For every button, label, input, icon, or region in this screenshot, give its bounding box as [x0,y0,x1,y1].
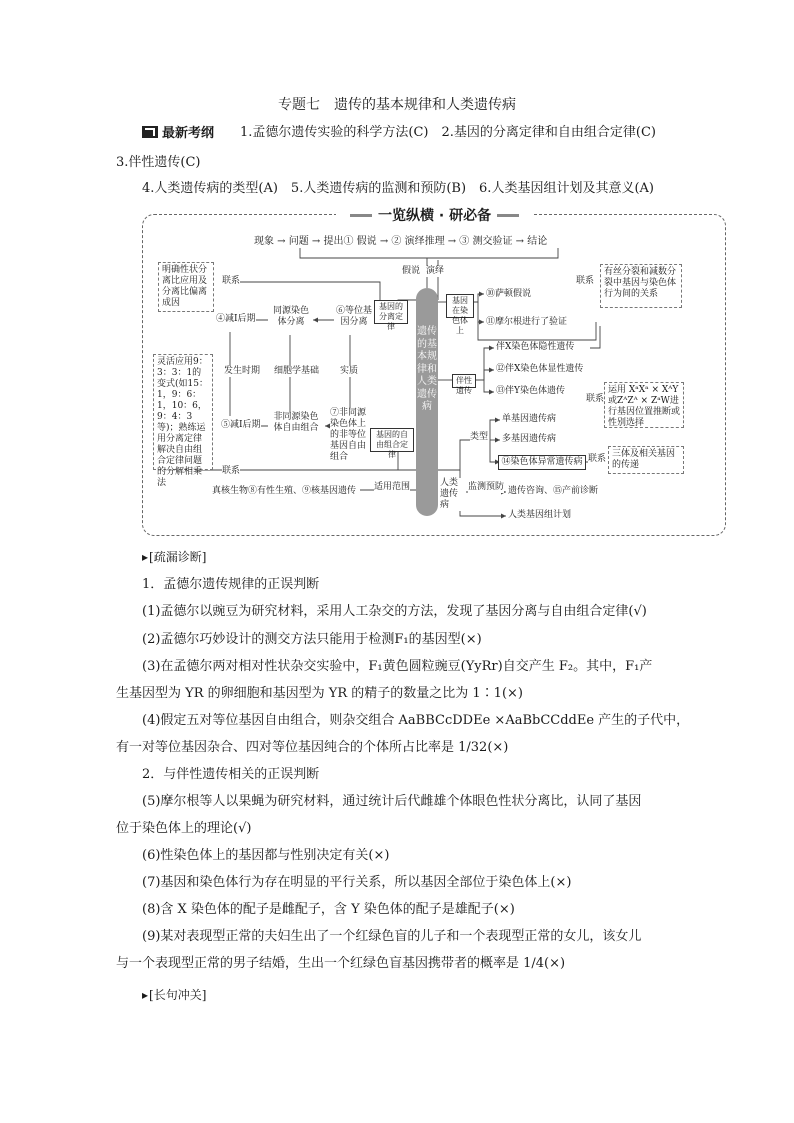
box-trisomy: 三体及相关基因的传递 [608,446,684,474]
contact-label-5: 联系 [588,454,607,464]
exam-line-1: 1.孟德尔遗传实验的科学方法(C) 2.基因的分离定律和自由组合定律(C) [240,125,656,140]
node-14-chromosome-abnormal: ⑭染色体异常遗传病 [498,455,586,470]
box-ratio-variants: 灵活应用9：3：3：1的变式(如15：1，9：6：1，10：6，9：4：3等)；熟练运用分离定律解决自由组合定律问题的分解相乘法 [153,354,213,470]
deduction-label: 演绎 [426,266,445,276]
question-6: (6)性染色体上的基因都与性别决定有关(×) [142,848,390,863]
node-multi-gene: 多基因遗传病 [502,434,557,444]
node-11-morgan: ⑪摩尔根进行了验证 [486,317,568,327]
bottom-eukaryote-note: 真核生物⑧有性生殖、⑨核基因遗传 [212,486,357,496]
method-flow: 现象 → 问题 → 提出① 假说 → ② 演绎推理 → ③ 测交验证 → 结论 [254,236,548,247]
sex-linked-box: 伴性遗传 [452,374,476,388]
contact-label-3: 联系 [576,276,595,286]
center-title: 遗传的基本规律和人类遗传病 [417,326,437,412]
label-essence: 实质 [340,366,359,376]
node-7-nonallele-assort: ⑦非同源染色体上的非等位基因自由组合 [330,408,370,463]
hypothesis-label: 假说 [402,266,421,276]
question-3: (3)在孟德尔两对相对性状杂交实验中，F₁黄色圆粒豌豆(YyRr)自交产生 F₂。其中，F₁产 [142,659,653,674]
node-human-genome: 人类基因组计划 [508,510,572,520]
question-2: (2)孟德尔巧妙设计的测交方法只能用于检测F₁的基因型(×) [142,632,482,647]
node-13-y-linked: ⑬伴Y染色体遗传 [496,386,565,396]
page-title: 专题七 遗传的基本规律和人类遗传病 [278,97,516,113]
exam-line-2: 3.伴性遗传(C) [116,155,201,170]
question-1: (1)孟德尔以豌豆为研究材料，采用人工杂交的方法，发现了基因分离与自由组合定律(√) [142,604,647,619]
latest-exam-badge-label: 最新考纲 [162,126,215,141]
node-10-sutton: ⑩萨顿假说 [486,289,532,299]
law-segregation: 基因的分离定律 [374,300,408,324]
box-sex-link-inference: 运用 XᵃXᵃ × XᴬY 或ZᴬZᴬ × ZᵃW进行基因位置推断或性别选择 [604,382,684,428]
node-x-recessive: 伴X染色体隐性遗传 [496,342,575,352]
scope-label: 适用范围 [374,482,411,492]
node-12-x-dominant: ⑫伴X染色体显性遗传 [496,364,584,374]
sub-heading-1: 1．孟德尔遗传规律的正误判断 [142,577,320,592]
gene-on-chromosome: 基因在染色体上 [446,294,474,318]
monitor-prevent-label: 监测预防 [468,482,505,492]
question-8: (8)含 X 染色体的配子是雌配子，含 Y 染色体的配子是雄配子(×) [142,902,515,917]
question-4: (4)假定五对等位基因自由组合，则杂交组合 AaBBCcDDEe ×AaBbCCddEe 产生的子代中， [142,713,690,728]
types-label: 类型 [470,432,489,442]
label-cytology-basis: 细胞学基础 [274,366,320,376]
box-meiosis-relation: 有丝分裂和减数分裂中基因与染色体行为间的关系 [600,264,682,308]
law-independent-assortment: 基因的自由组合定律 [370,428,414,452]
node-nonhomolog-assort: 非同源染色体自由组合 [270,412,322,434]
node-15-counsel: 遗传咨询、⑮产前诊断 [508,486,599,496]
question-7: (7)基因和染色体行为存在明显的平行关系，所以基因全部位于染色体上(×) [142,875,572,890]
exam-line-3: 4.人类遗传病的类型(A) 5.人类遗传病的监测和预防(B) 6.人类基因组计划及其意义(A) [142,181,654,196]
question-3-cont: 生基因型为 YR 的卵细胞和基因型为 YR 的精子的数量之比为 1∶1(×) [116,686,523,701]
contact-label-1: 联系 [222,276,241,286]
question-9: (9)某对表现型正常的夫妇生出了一个红绿色盲的儿子和一个表现型正常的女儿，该女儿 [142,929,642,944]
question-5-cont: 位于染色体上的理论(√) [116,821,252,836]
sub-heading-2: 2．与伴性遗传相关的正误判断 [142,767,320,782]
node-homolog-separation: 同源染色体分离 [270,306,312,328]
question-4-cont: 有一对等位基因杂合、四对等位基因纯合的个体所占比率是 1/32(×) [116,740,509,755]
box-mendel-conditions: 明确性状分离比应用及分离比偏离成因 [158,262,214,312]
node-6-allele-separation: ⑥等位基因分离 [335,306,372,327]
banner-text: 一览纵横 · 研必备 [378,208,492,224]
contact-label-4: 联系 [586,394,605,404]
question-9-cont: 与一个表现型正常的男子结婚，生出一个红绿色盲基因携带者的概率是 1/4(×) [116,956,566,971]
question-5: (5)摩尔根等人以果蝇为研究材料，通过统计后代雌雄个体眼色性状分离比，认同了基因 [142,794,642,809]
human-disease-label: 人类遗传病 [440,478,466,511]
node-4-meiosis-anaphase: ④减Ⅰ后期 [216,314,256,324]
label-occur-time: 发生时期 [224,366,261,376]
node-5-meiosis-anaphase: ⑤减Ⅰ后期 [221,420,261,430]
section-heading-long-sentence: ▸ [长句冲关] [142,988,206,1002]
section-heading-diagnosis: ▸ [疏漏诊断] [142,550,206,564]
node-single-gene: 单基因遗传病 [502,414,557,424]
contact-label-2: 联系 [222,466,241,476]
